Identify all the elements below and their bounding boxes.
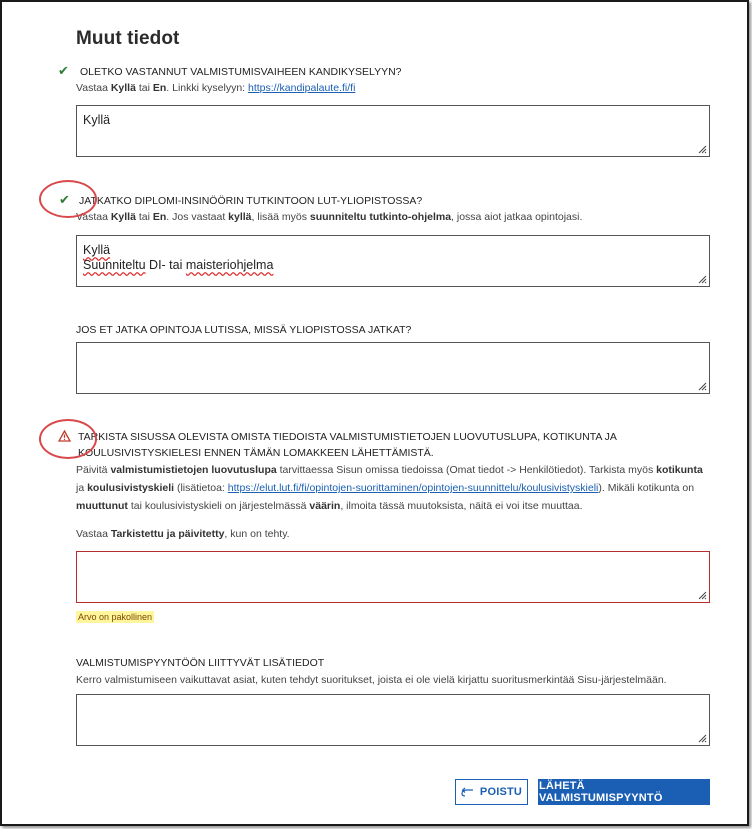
exit-button-label: POISTU: [479, 786, 523, 798]
resize-grip-icon[interactable]: [698, 591, 707, 600]
question-title-lisatiedot: VALMISTUMISPYYNTÖÖN LIITTYVÄT LISÄTIEDOT: [76, 657, 325, 669]
answer-text: Kyllä: [83, 113, 111, 127]
question-help-jatko-opinnot: Vastaa Kyllä tai En. Jos vastaat kyllä, lisää myös suunniteltu tutkinto-ohjelma, jossa aiot jatkaa opintojasi.: [76, 211, 583, 223]
question-title-kandikysely: OLETKO VASTANNUT VALMISTUMISVAIHEEN KANDIKYSELYYN?: [80, 66, 402, 78]
resize-grip-icon[interactable]: [698, 734, 707, 743]
answer-line-1: Kyllä: [83, 243, 111, 257]
answer-line-2: Suunniteltu DI- tai maisteriohjelma: [83, 258, 274, 272]
answer-field-tarkista-tiedot[interactable]: [76, 551, 710, 603]
check-icon: ✔: [59, 192, 70, 207]
answer-field-kandikysely[interactable]: [76, 105, 710, 157]
question-help-tarkista-tiedot: Päivitä valmistumistietojen luovutuslupa tarvittaessa Sisun omissa tiedoissa (Omat tiedot -> Henkilötiedot). Tarkista myös kotikunta ja koulusivistyskieli (lisätietoa: https://elut.lut.fi/fi/opintojen-suorittaminen/opintojen-suunnittelu/koulusivistyskieli). Mikäli kotikunta on muuttunut tai koulusivistyskieli on järjestelmässä väärin, ilmoita tässä muutoksista, näitä ei voi itse muuttaa.: [76, 464, 703, 512]
koulusivistyskieli-link[interactable]: https://elut.lut.fi/fi/opintojen-suorittaminen/opintojen-suunnittelu/koulusivistyskieli: [227, 482, 599, 494]
resize-grip-icon[interactable]: [698, 275, 707, 284]
annotation-circle: [39, 180, 97, 218]
answer-field-jatko-opinnot[interactable]: [76, 235, 710, 287]
question-title-tarkista-tiedot: TARKISTA SISUSSA OLEVISTA OMISTA TIEDOISTA VALMISTUMISTIETOJEN LUOVUTUSLUPA, KOTIKUNTA JA KOULUSIVISTYSKIELESI ENNEN TÄMÄN LOMAKKEEN LÄHETTÄMISTÄ.: [78, 431, 617, 459]
kandipalaute-link[interactable]: https://kandipalaute.fi/fi: [248, 82, 356, 94]
question-help-lisatiedot: Kerro valmistumiseen vaikuttavat asiat, kuten tehdyt suoritukset, joista ei ole vielä kirjattu suoritusmerkintää Sisu-järjestelmään.: [76, 674, 667, 686]
answer-field-muu-yliopisto[interactable]: [76, 342, 710, 394]
resize-grip-icon[interactable]: [698, 145, 707, 154]
question-help-kandikysely: Vastaa Kyllä tai En. Linkki kyselyyn: https://kandipalaute.fi/fi: [76, 82, 356, 94]
check-icon: ✔: [58, 63, 69, 78]
question-help-vastaa-ohje: Vastaa Tarkistettu ja päivitetty, kun on tehty.: [76, 528, 290, 540]
question-title-jatko-opinnot: JATKATKO DIPLOMI-INSINÖÖRIN TUTKINTOON LUT-YLIOPISTOSSA?: [79, 195, 423, 207]
question-title-muu-yliopisto: JOS ET JATKA OPINTOJA LUTISSA, MISSÄ YLIOPISTOSSA JATKAT?: [76, 324, 412, 336]
answer-field-lisatiedot[interactable]: [76, 694, 710, 746]
submit-graduation-request-button[interactable]: LÄHETÄ VALMISTUMISPYYNTÖ: [538, 779, 710, 805]
section-title: Muut tiedot: [76, 28, 180, 49]
arrow-left-icon: [461, 787, 474, 797]
required-error-message: Arvo on pakollinen: [78, 612, 153, 622]
exit-button[interactable]: [455, 779, 528, 805]
annotation-circle: [39, 419, 97, 459]
resize-grip-icon[interactable]: [698, 382, 707, 391]
